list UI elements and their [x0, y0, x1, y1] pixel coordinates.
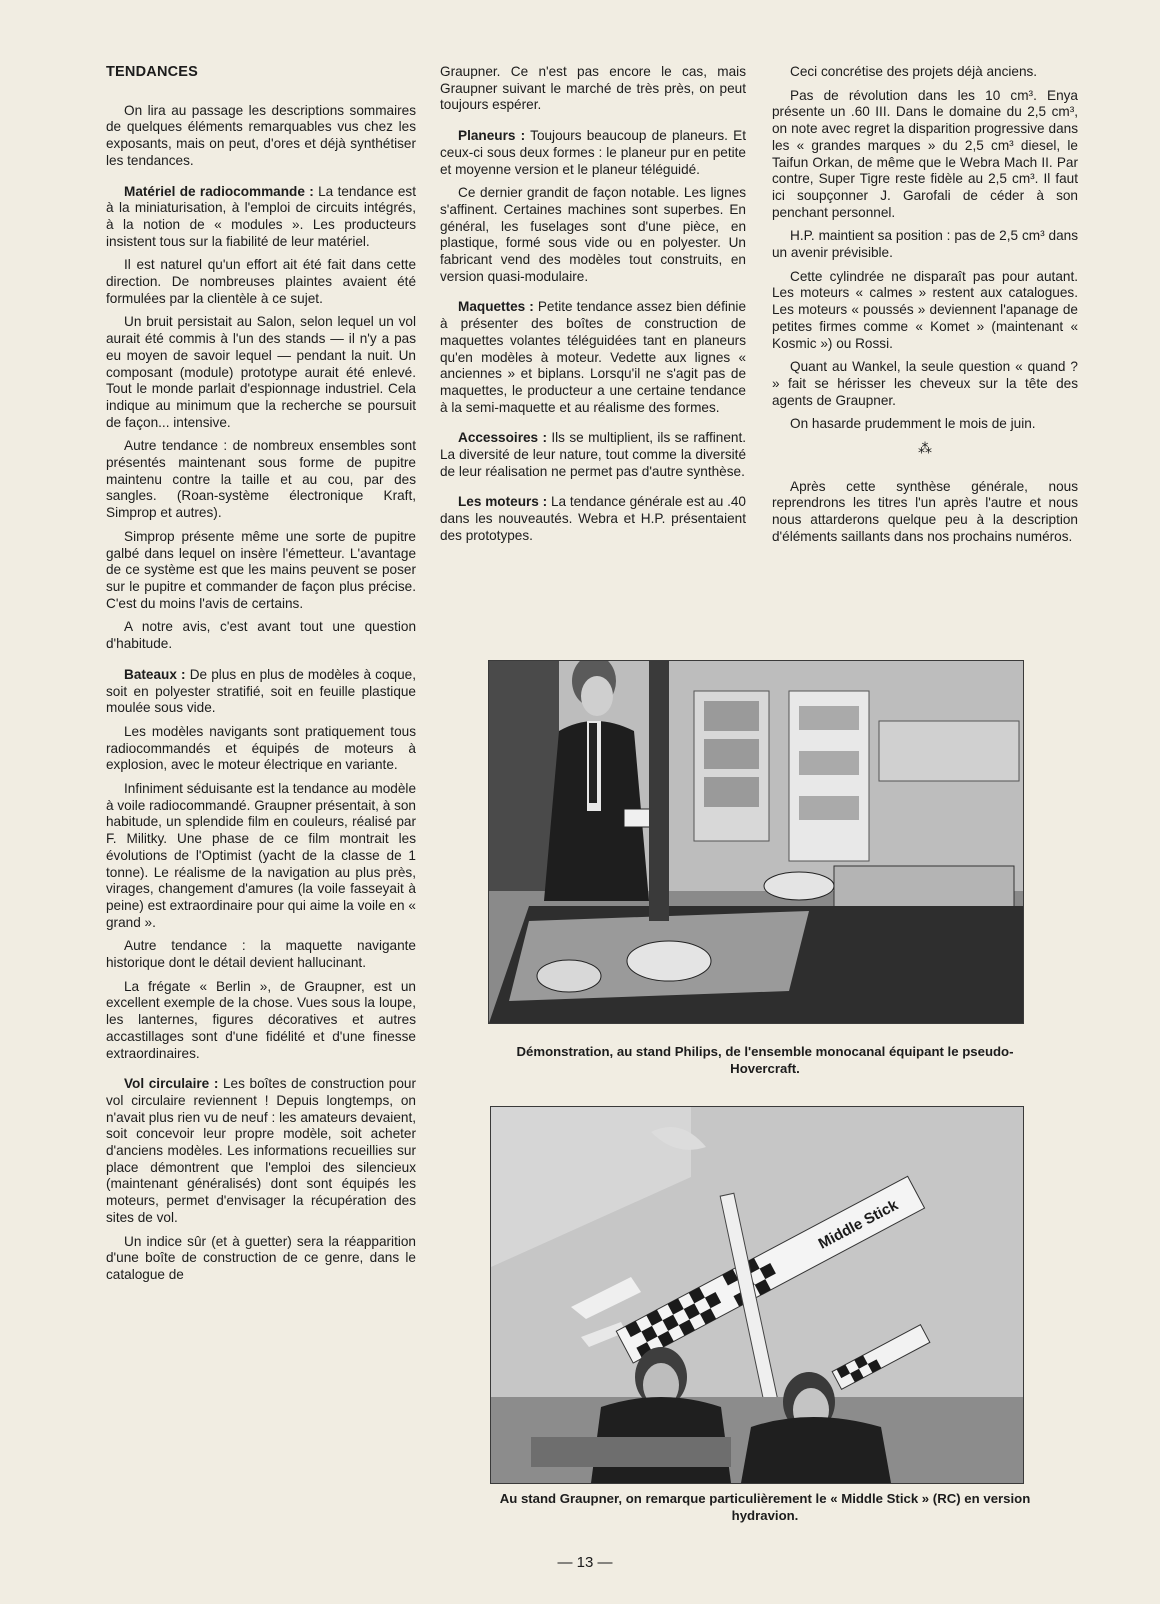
- paragraph-body: Toujours beaucoup de planeurs. Et ceux-ci sous deux formes : le planeur pur en petite et moyenne version et le planeur téléguidé.: [440, 128, 746, 177]
- paragraph: [106, 667, 416, 717]
- paragraph: Quant au Wankel, la seule question « quand ? » fait se hérisser les cheveux sur la tête des agents de Graupner.: [772, 359, 1078, 408]
- paragraph-lead: Maquettes :: [458, 299, 534, 315]
- paragraph-body: La tendance est à la miniaturisation, à l'emploi de circuits intégrés, à la notion de « modules ». Les producteurs insistent tous sur la fiabilité de leur matériel.: [106, 183, 416, 249]
- paragraph-lead: Planeurs :: [458, 128, 526, 144]
- paragraph: [106, 184, 416, 251]
- paragraph: Graupner. Ce n'est pas encore le cas, mais Graupner suivant le marché de très près, on peut toujours espérer.: [440, 64, 746, 113]
- paragraph: On hasarde prudemment le mois de juin.: [790, 416, 1036, 432]
- page-number: — 13 —: [557, 1554, 613, 1571]
- photo-caption: Démonstration, au stand Philips, de l'ensemble monocanal équipant le pseudo-Hovercraft.: [516, 1044, 1014, 1076]
- paragraph: [440, 430, 746, 480]
- paragraph-lead: Accessoires :: [458, 430, 548, 446]
- paragraph-lead: Les moteurs :: [458, 494, 548, 510]
- paragraph: Après cette synthèse générale, nous reprendrons les titres l'un après l'autre et nous nous attarderons quelque peu à la description d'éléments saillants dans nos prochains numéros.: [772, 478, 1078, 544]
- paragraph: Autre tendance : de nombreux ensembles sont présentés maintenant sous forme de pupitre maintenu contre la taille et au cou, par des sangles. (Roan-système électronique Kraft, Simprop et autres).: [106, 438, 416, 521]
- photo-caption: Au stand Graupner, on remarque particulièrement le « Middle Stick » (RC) en version hydravion.: [499, 1491, 1031, 1523]
- column-2: [440, 64, 746, 552]
- column-1: [106, 64, 416, 1291]
- paragraph-lead: Vol circulaire :: [124, 1076, 219, 1092]
- paragraph: [440, 494, 746, 544]
- paragraph: Les modèles navigants sont pratiquement tous radiocommandés et équipés de moteurs à explosion, avec le moteur électrique en variante.: [106, 723, 416, 773]
- photo-graupner-stand: [490, 1106, 1024, 1484]
- paragraph: [440, 299, 746, 416]
- paragraph-lead: Bateaux :: [124, 666, 186, 682]
- paragraph-body: La tendance générale est au .40 dans les nouveautés. Webra et H.P. présentaient des prototypes.: [440, 494, 746, 543]
- paragraph: [440, 128, 746, 178]
- paragraph: Ceci concrétise des projets déjà anciens.: [790, 64, 1038, 79]
- paragraph: Infiniment séduisante est la tendance au modèle à voile radiocommandé. Graupner présentait, à son habitude, un splendide film en couleurs, réalisé par F. Militky. Une phase de ce film montrait les évolutions de l'Optimist (yacht de la classe de 1 tonne). Le réalisme de la navigation au plus près, virages, changement d'amures (la voile fasseyait à peine) est extraordinaire pour qui aime la voile en « grand ».: [106, 781, 416, 930]
- wing-lettering: Middle Stick: [815, 1196, 901, 1253]
- paragraph: Ce dernier grandit de façon notable. Les lignes s'affinent. Certaines machines sont superbes. En général, les fuselages sont d'une pièce, en plastique, formé sous vide ou en polyester. Un fabricant vend des modèles tout construits, en version quasi-modulaire.: [440, 185, 746, 284]
- photo-philips-stand: [488, 660, 1024, 1024]
- paragraph: Un bruit persistait au Salon, selon lequel un vol aurait été commis à l'un des stands — il n'y a pas eu moyen de savoir lequel — pendant la nuit. Un composant (module) prototype aurait été enlevé. Tout le monde parlait d'espionnage industriel. Cela indique au minimum que la recherche se poursuit de façon... intensive.: [106, 314, 416, 430]
- paragraph: Autre tendance : la maquette navigante historique dont le détail devient hallucinant.: [106, 938, 416, 971]
- paragraph-lead: Matériel de radiocommande :: [124, 183, 314, 199]
- paragraph: [106, 1076, 416, 1226]
- paragraph-body: Ils se multiplient, ils se raffinent. La diversité de leur nature, tout comme la diversité de leur réalisation ne permet pas d'autre synthèse.: [440, 430, 746, 479]
- asterism-separator: ⁂: [918, 440, 932, 457]
- section-heading: TENDANCES: [106, 64, 199, 80]
- paragraph-body: Les boîtes de construction pour vol circulaire reviennent ! Depuis longtemps, on n'avait plus rien vu de neuf : les amateurs devaient, soit concevoir leur propre modèle, soit acheter d'anciens modèles. Les informations recueillies sur place démontrent que l'emploi des silencieux (maintenant généralisés) dont sont équipés les moteurs, permet d'envisager la récupération des sites de vol.: [106, 1076, 416, 1225]
- paragraph: Pas de révolution dans les 10 cm³. Enya présente un .60 III. Dans le domaine du 2,5 cm³, on note avec regret la disparition progressive dans les « grandes marques » du 2,5 cm³ diesel, le Taifun Orkan, de même que le Webra Mach II. Par contre, Super Tigre reste fidèle au 2,5 cm³. Il faut ici soupçonner J. Garofali de céder à son penchant personnel.: [772, 87, 1078, 220]
- paragraph: Simprop présente même une sorte de pupitre galbé dans lequel on insère l'émetteur. L'avantage de ce système est que les mains peuvent se poser sur le pupitre et commander de façon plus précise. C'est du moins l'avis de certains.: [106, 528, 416, 611]
- paragraph: On lira au passage les descriptions sommaires de quelques éléments remarquables vus chez les exposants, mais on peut, d'ores et déjà synthétiser les tendances.: [106, 102, 416, 168]
- paragraph: H.P. maintient sa position : pas de 2,5 cm³ dans un avenir prévisible.: [772, 228, 1078, 261]
- paragraph-body: Petite tendance assez bien définie à présenter des boîtes de construction de maquettes volantes téléguidées tant en planeurs qu'en modèles à moteur. Vedette aux lignes « anciennes » et biplans. Lorsqu'il ne s'agit pas de maquettes, le producteur a une certaine tendance à la semi-maquette et au réalisme des formes.: [440, 299, 747, 415]
- paragraph: A notre avis, c'est avant tout une question d'habitude.: [106, 619, 416, 652]
- column-3: [772, 64, 1078, 553]
- paragraph: Cette cylindrée ne disparaît pas pour autant. Les moteurs « calmes » restent aux catalogues. Les moteurs « poussés » deviennent l'apanage de petites firmes comme « Komet » (maintenant « Kosmic ») ou Rossi.: [772, 268, 1078, 351]
- paragraph: Un indice sûr (et à guetter) sera la réapparition d'une boîte de construction de ce genre, dans le catalogue de: [106, 1233, 416, 1282]
- paragraph-body: De plus en plus de modèles à coque, soit en polyester stratifié, soit en feuille plastique moulée sous vide.: [106, 666, 416, 716]
- paragraph: Il est naturel qu'un effort ait été fait dans cette direction. De nombreuses plaintes avaient été formulées par la clientèle à ce sujet.: [106, 257, 416, 306]
- paragraph: La frégate « Berlin », de Graupner, est un excellent exemple de la chose. Vues sous la loupe, les lanternes, figures décoratives et autres accastillages sont d'une fidélité et d'une finesse extraordinaires.: [106, 978, 416, 1061]
